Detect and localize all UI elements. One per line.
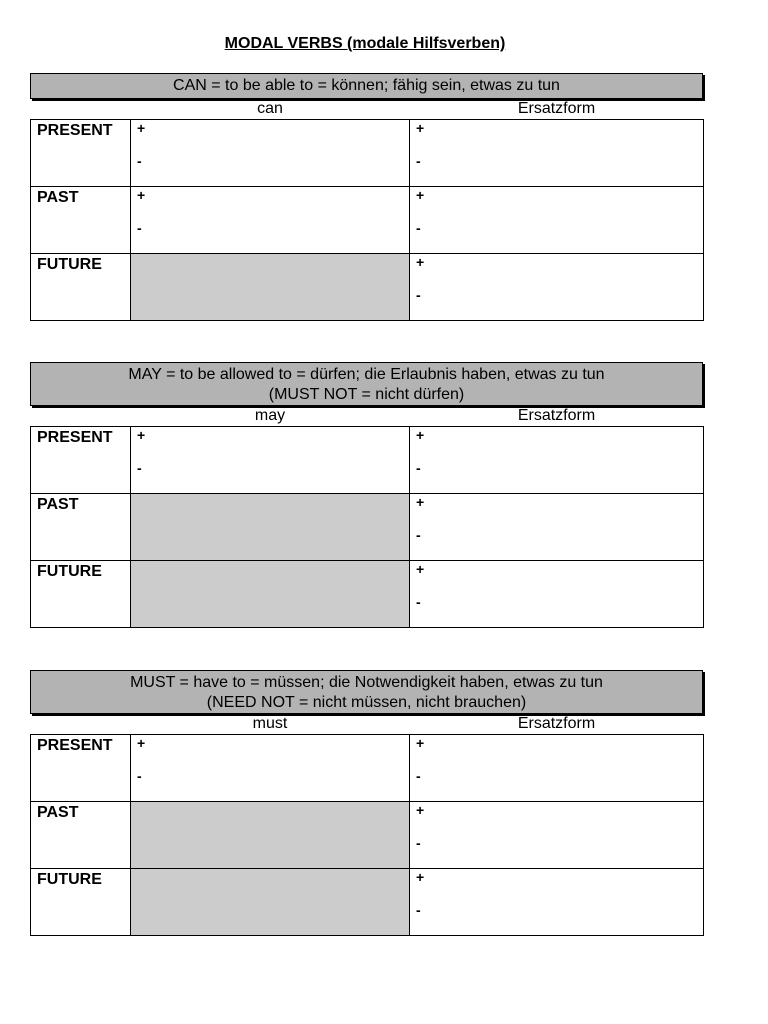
ersatzform-cell[interactable] (410, 735, 704, 802)
minus-mark: - (416, 287, 421, 303)
section-header-line1: MAY = to be allowed to = dürfen; die Erlaubnis haben, etwas zu tun (128, 366, 605, 383)
row-label: PRESENT (31, 735, 131, 802)
table-row (31, 735, 704, 802)
table-row (31, 427, 704, 494)
ersatzform-cell[interactable] (410, 869, 704, 936)
ersatzform-cell[interactable] (410, 254, 704, 321)
minus-mark: - (137, 460, 142, 476)
minus-mark: - (137, 768, 142, 784)
section-header-must (30, 670, 703, 714)
modal-cell[interactable] (131, 427, 410, 494)
conjugation-table-may (30, 426, 704, 628)
ersatzform-cell[interactable] (410, 802, 704, 869)
column-header-modal: can (257, 100, 283, 117)
column-header-ersatzform: Ersatzform (517, 715, 596, 732)
minus-mark: - (416, 153, 421, 169)
ersatzform-cell[interactable] (410, 187, 704, 254)
minus-mark: - (416, 902, 421, 918)
section-header-line2: (NEED NOT = nicht müssen, nicht brauchen) (206, 694, 527, 711)
plus-mark: + (137, 427, 146, 443)
table-row (31, 120, 704, 187)
row-label: PRESENT (31, 120, 131, 187)
page-title: MODAL VERBS (modale Hilfsverben) (224, 35, 506, 52)
section-header-can (30, 73, 703, 99)
shaded-cell (131, 254, 410, 321)
plus-mark: + (137, 735, 146, 751)
plus-mark: + (416, 494, 425, 510)
plus-mark: + (416, 254, 425, 270)
section-header-line2: (MUST NOT = nicht dürfen) (268, 386, 465, 403)
row-label: FUTURE (31, 561, 131, 628)
minus-mark: - (416, 835, 421, 851)
section-header-line1: CAN = to be able to = können; fähig sein, etwas zu tun (173, 77, 560, 94)
plus-mark: + (416, 869, 425, 885)
modal-cell[interactable] (131, 187, 410, 254)
shaded-cell (131, 802, 410, 869)
row-label: PRESENT (31, 427, 131, 494)
plus-mark: + (416, 427, 425, 443)
row-label: FUTURE (31, 869, 131, 936)
section-header-line1: MUST = have to = müssen; die Notwendigkeit haben, etwas zu tun (130, 674, 603, 691)
table-row (31, 187, 704, 254)
plus-mark: + (416, 120, 425, 136)
section-must (30, 670, 703, 936)
table-row (31, 561, 704, 628)
ersatzform-cell[interactable] (410, 427, 704, 494)
minus-mark: - (416, 594, 421, 610)
shaded-cell (131, 869, 410, 936)
column-header-modal: must (252, 715, 288, 732)
modal-cell[interactable] (131, 120, 410, 187)
column-headers (30, 406, 703, 426)
plus-mark: + (137, 120, 146, 136)
conjugation-table-can (30, 119, 704, 321)
table-row (31, 494, 704, 561)
ersatzform-cell[interactable] (410, 561, 704, 628)
row-label: PAST (31, 187, 131, 254)
section-may (30, 362, 703, 628)
modal-cell[interactable] (131, 735, 410, 802)
plus-mark: + (137, 187, 146, 203)
minus-mark: - (416, 460, 421, 476)
ersatzform-cell[interactable] (410, 494, 704, 561)
ersatzform-cell[interactable] (410, 120, 704, 187)
row-label: FUTURE (31, 254, 131, 321)
column-header-modal: may (254, 407, 286, 424)
column-header-ersatzform: Ersatzform (517, 100, 596, 117)
table-row (31, 802, 704, 869)
minus-mark: - (137, 220, 142, 236)
row-label: PAST (31, 494, 131, 561)
minus-mark: - (416, 768, 421, 784)
plus-mark: + (416, 187, 425, 203)
shaded-cell (131, 561, 410, 628)
table-row (31, 869, 704, 936)
column-header-ersatzform: Ersatzform (517, 407, 596, 424)
column-headers (30, 99, 703, 119)
conjugation-table-must (30, 734, 704, 936)
minus-mark: - (137, 153, 142, 169)
plus-mark: + (416, 735, 425, 751)
minus-mark: - (416, 527, 421, 543)
plus-mark: + (416, 802, 425, 818)
row-label: PAST (31, 802, 131, 869)
section-header-may (30, 362, 703, 406)
minus-mark: - (416, 220, 421, 236)
section-can (30, 73, 703, 321)
column-headers (30, 714, 703, 734)
plus-mark: + (416, 561, 425, 577)
shaded-cell (131, 494, 410, 561)
table-row (31, 254, 704, 321)
